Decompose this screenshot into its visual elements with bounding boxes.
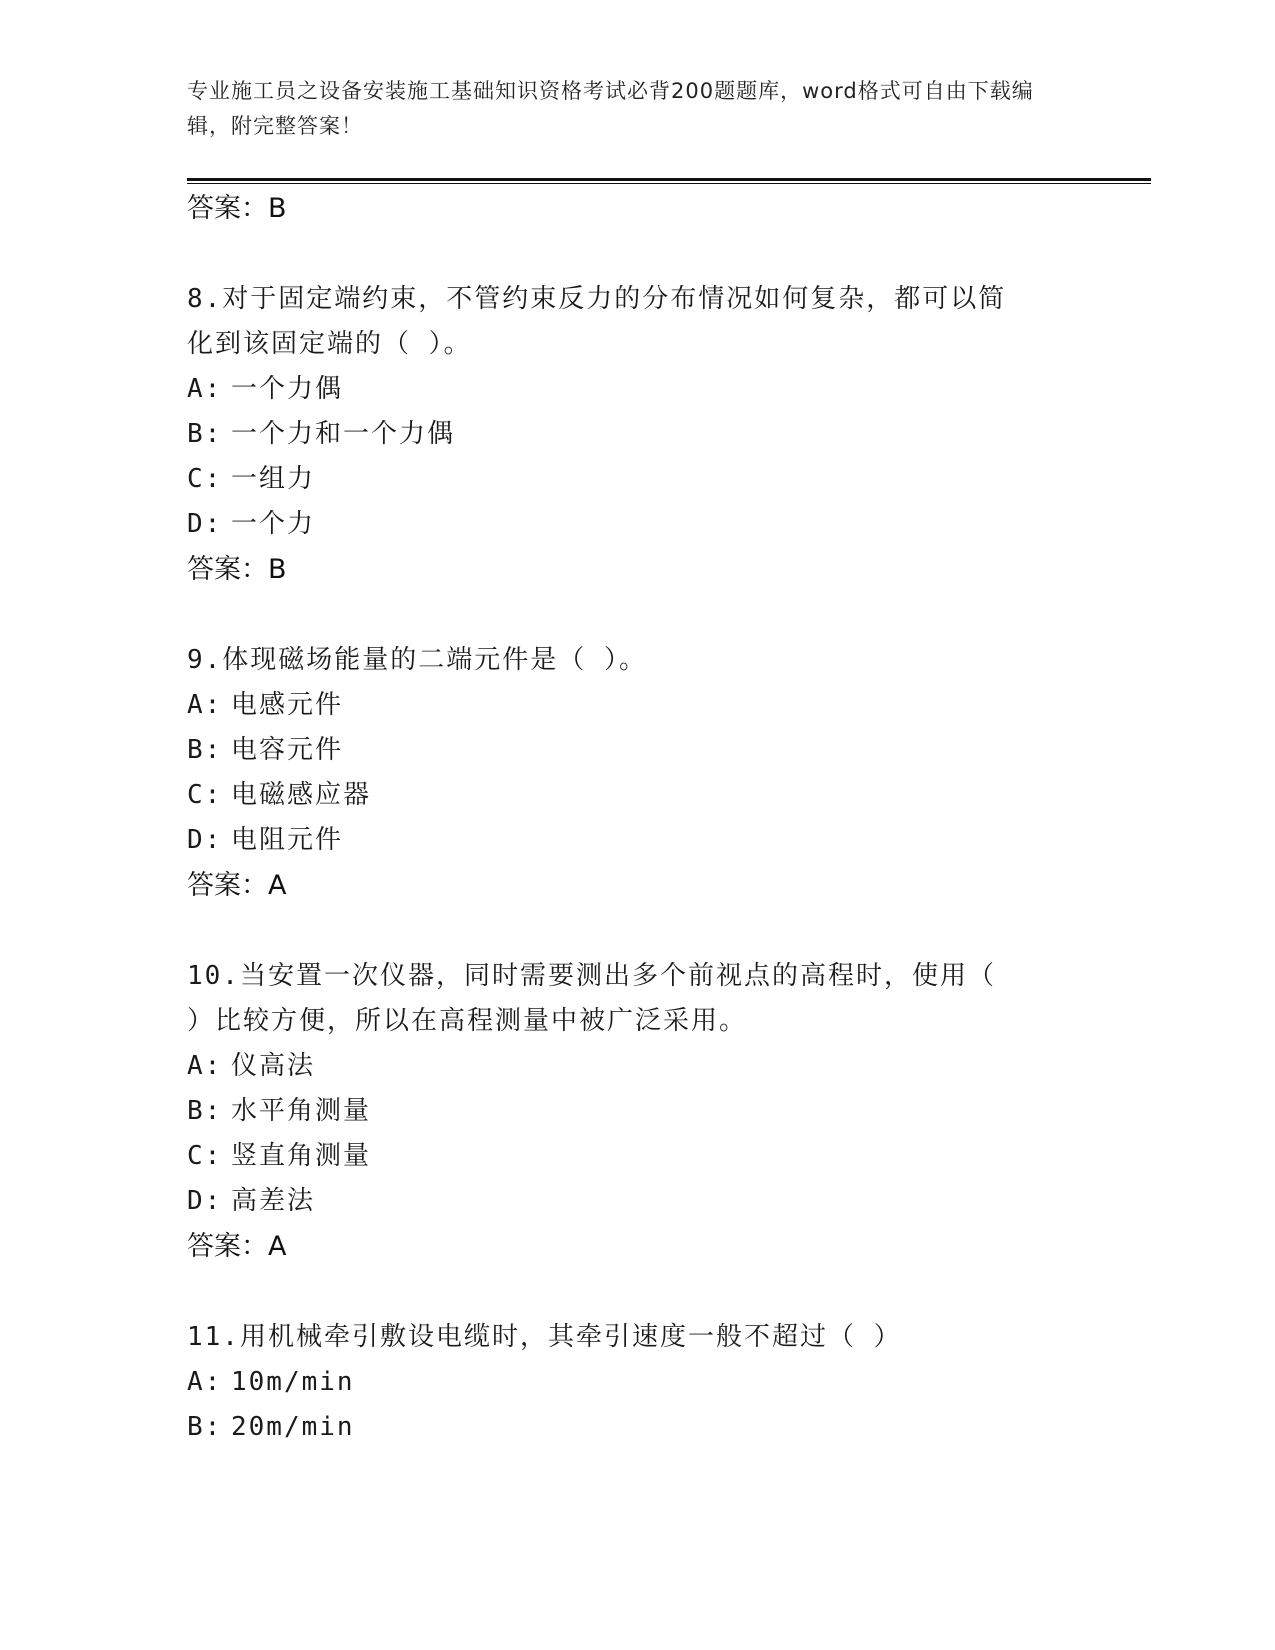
option-key: A:: [187, 374, 223, 404]
option-a: [187, 1044, 1087, 1089]
option-a: [187, 1360, 1087, 1405]
option-key: A:: [187, 690, 223, 720]
answer-line: 答案：A: [187, 1231, 287, 1262]
option-text: 10m/min: [231, 1367, 355, 1397]
option-key: B:: [187, 1412, 223, 1442]
option-key: B:: [187, 419, 223, 449]
option-text: 电感元件: [231, 690, 344, 720]
option-text: 电容元件: [231, 735, 344, 765]
option-key: C:: [187, 1141, 223, 1171]
option-a: [187, 367, 1087, 412]
option-d: [187, 502, 1087, 547]
option-b: [187, 728, 1087, 773]
answer-line: 答案：A: [187, 870, 287, 901]
question-stem: 8.对于固定端约束，不管约束反力的分布情况如何复杂，都可以简化到该固定端的（ ）。: [187, 284, 1007, 359]
option-text: 水平角测量: [231, 1096, 372, 1126]
option-d: [187, 818, 1087, 863]
question-item: [187, 277, 1087, 593]
option-text: 一个力偶: [231, 374, 344, 404]
question-item: [187, 954, 1087, 1270]
option-c: [187, 1134, 1087, 1179]
question-stem: 11.用机械牵引敷设电缆时，其牵引速度一般不超过（ ）: [187, 1322, 902, 1352]
option-a: [187, 683, 1087, 728]
option-key: B:: [187, 735, 223, 765]
question-item: [187, 638, 1087, 909]
option-c: [187, 773, 1087, 818]
option-text: 竖直角测量: [231, 1141, 372, 1171]
answer-line: 答案：B: [187, 554, 287, 585]
option-key: B:: [187, 1096, 223, 1126]
question-stem: 10.当安置一次仪器，同时需要测出多个前视点的高程时，使用（ ）比较方便，所以在高程测量中被广泛采用。: [187, 961, 996, 1036]
option-text: 一组力: [231, 464, 316, 494]
answer-line: 答案：B: [187, 193, 287, 224]
option-d: [187, 1179, 1087, 1224]
option-c: [187, 457, 1087, 502]
option-key: D:: [187, 509, 223, 539]
option-key: A:: [187, 1051, 223, 1081]
option-key: D:: [187, 825, 223, 855]
option-key: C:: [187, 464, 223, 494]
option-text: 仪高法: [231, 1051, 316, 1081]
option-b: [187, 1089, 1087, 1134]
option-b: [187, 1405, 1087, 1450]
option-text: 一个力: [231, 509, 316, 539]
option-key: C:: [187, 780, 223, 810]
header-divider-thin: [187, 183, 1151, 184]
option-key: D:: [187, 1186, 223, 1216]
option-text: 电磁感应器: [231, 780, 372, 810]
header-divider-thick: [187, 178, 1151, 181]
document-header: 专业施工员之设备安装施工基础知识资格考试必背200题题库，word格式可自由下载编辑，附完整答案！: [187, 79, 1034, 138]
option-text: 20m/min: [231, 1412, 355, 1442]
option-b: [187, 412, 1087, 457]
question-list: [187, 186, 1087, 1450]
question-item: [187, 1315, 1087, 1450]
option-text: 电阻元件: [231, 825, 344, 855]
question-stem: 9.体现磁场能量的二端元件是（ ）。: [187, 645, 647, 675]
option-key: A:: [187, 1367, 223, 1397]
option-text: 一个力和一个力偶: [231, 419, 456, 449]
option-text: 高差法: [231, 1186, 316, 1216]
